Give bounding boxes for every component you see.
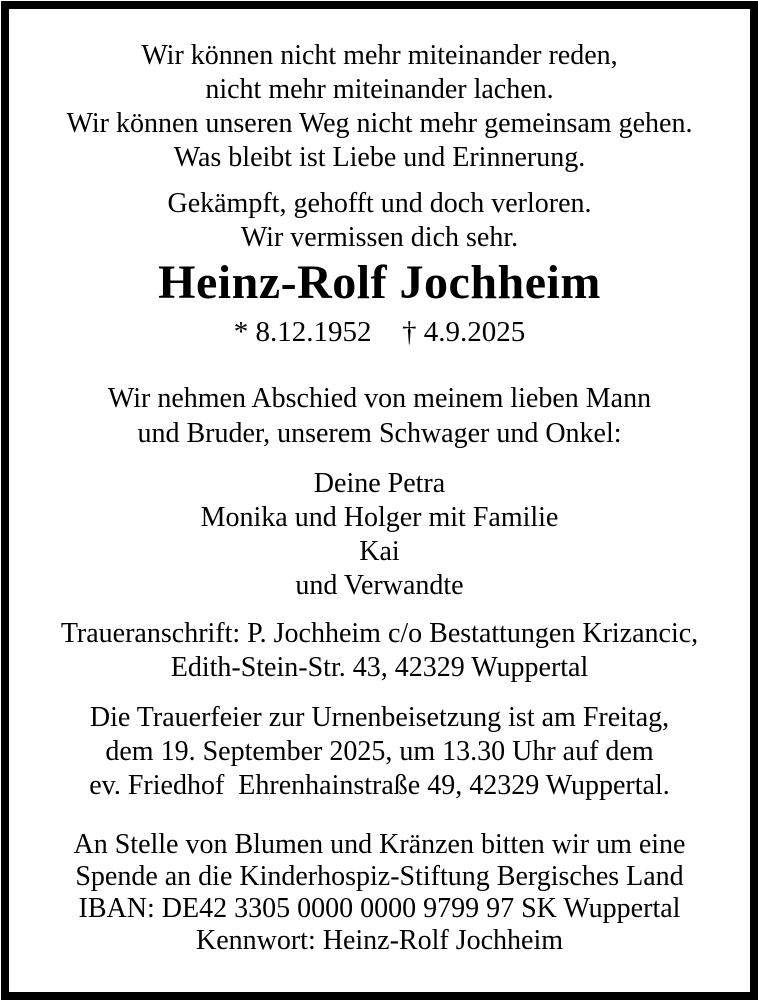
birth-date: 8.12.1952 — [255, 316, 372, 348]
deceased-name: Heinz-Rolf Jochheim — [158, 256, 601, 309]
donation-line: Spende an die Kinderhospiz-Stiftung Bergisches Land — [75, 861, 684, 892]
death-date: 4.9.2025 — [423, 316, 526, 348]
death-cross-symbol: † — [402, 316, 417, 348]
opening-verse-line: Wir können unseren Weg nicht mehr gemeinsam gehen. — [66, 108, 693, 139]
second-verse — [29, 187, 730, 255]
mourner-line: Kai — [359, 536, 400, 567]
second-verse-line: Wir vermissen dich sehr. — [240, 222, 519, 253]
mourner-line: und Verwandte — [295, 570, 464, 601]
farewell-line: Wir nehmen Abschied von meinem lieben Mann — [107, 383, 652, 414]
funeral-service-line: dem 19. September 2025, um 13.30 Uhr auf dem — [105, 736, 654, 767]
opening-verse — [29, 39, 730, 175]
birth-symbol: * — [233, 316, 249, 348]
donation-line: IBAN: DE42 3305 0000 0000 9799 97 SK Wuppertal — [78, 893, 681, 924]
opening-verse-line: Was bleibt ist Liebe und Erinnerung. — [173, 142, 586, 173]
funeral-service-line: Die Trauerfeier zur Urnenbeisetzung ist am Freitag, — [89, 702, 670, 733]
donation-info — [29, 829, 730, 957]
funeral-service-info — [29, 701, 730, 803]
mourning-address-line: Traueranschrift: P. Jochheim c/o Bestattungen Krizancic, — [60, 618, 699, 649]
mourner-line: Monika und Holger mit Familie — [200, 502, 559, 533]
farewell-line: und Bruder, unserem Schwager und Onkel: — [137, 418, 622, 449]
mourners-list — [29, 467, 730, 603]
farewell-text — [29, 381, 730, 451]
donation-line: Kennwort: Heinz-Rolf Jochheim — [195, 925, 564, 956]
mourning-address — [29, 617, 730, 685]
second-verse-line: Gekämpft, gehofft und doch verloren. — [167, 188, 592, 219]
mourning-address-line: Edith-Stein-Str. 43, 42329 Wuppertal — [170, 652, 589, 683]
funeral-service-line: ev. Friedhof Ehrenhainstraße 49, 42329 Wuppertal. — [89, 770, 670, 801]
obituary-notice — [1, 1, 758, 1000]
life-dates — [29, 315, 730, 349]
mourner-line: Deine Petra — [313, 468, 446, 499]
donation-line: An Stelle von Blumen und Kränzen bitten wir um eine — [73, 829, 686, 860]
opening-verse-line: Wir können nicht mehr miteinander reden, — [141, 40, 618, 71]
opening-verse-line: nicht mehr miteinander lachen. — [205, 74, 554, 105]
